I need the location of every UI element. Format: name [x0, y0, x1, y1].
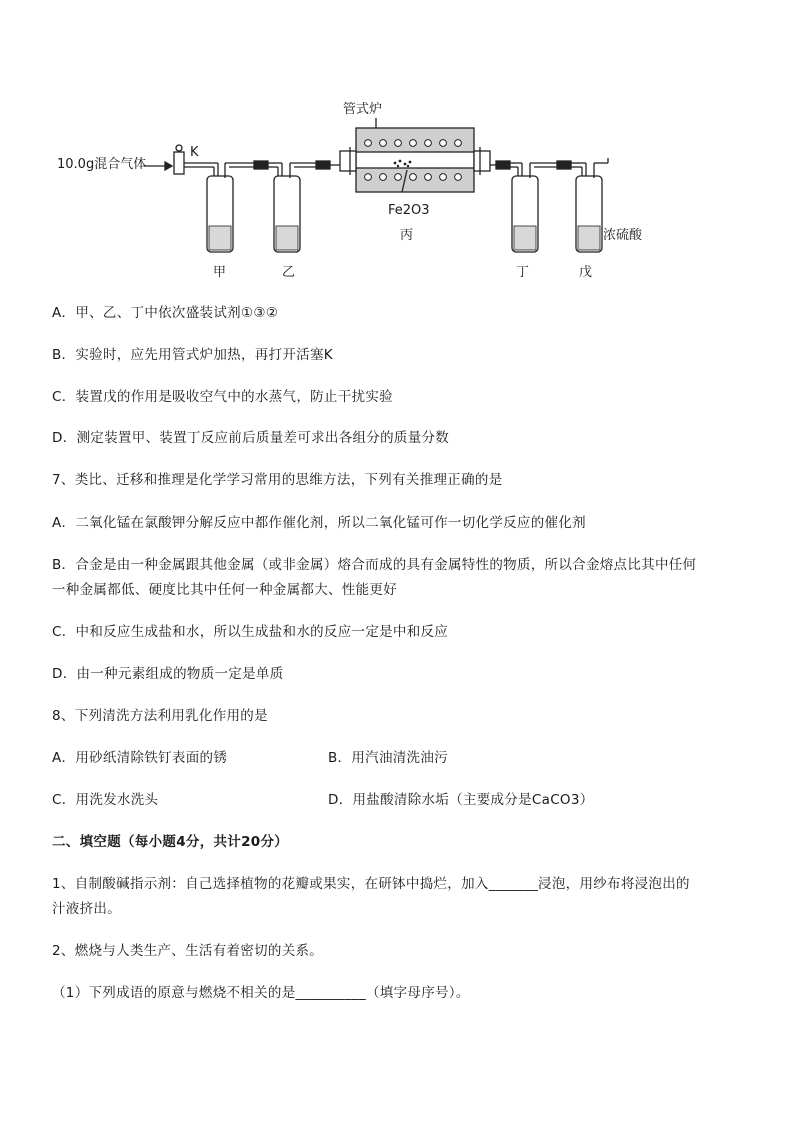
- valve-label: K: [190, 145, 199, 160]
- q7-option-a: A．二氧化锰在氯酸钾分解反应中都作催化剂，所以二氧化锰可作一切化学反应的催化剂: [52, 515, 586, 531]
- q8-option-d: D．用盐酸清除水垢（主要成分是CaCO3）: [328, 792, 594, 808]
- flask-label-ding: 丁: [516, 265, 530, 280]
- q6-option-d: D．测定装置甲、装置丁反应前后质量差可求出各组分的质量分数: [52, 430, 450, 446]
- center-label: 丙: [400, 228, 414, 243]
- apparatus-drawing: [0, 0, 794, 295]
- q6-option-a: A．甲、乙、丁中依次盛装试剂①③②: [52, 305, 279, 321]
- q6-option-c: C．装置戊的作用是吸收空气中的水蒸气，防止干扰实验: [52, 389, 393, 405]
- section-title: 二、填空题（每小题4分，共计20分）: [52, 834, 289, 850]
- q8-option-b: B．用汽油清洗油污: [328, 750, 448, 766]
- flask-label-wu: 戊: [579, 265, 593, 280]
- flask-label-yi: 乙: [282, 265, 296, 280]
- q7-option-d: D．由一种元素组成的物质一定是单质: [52, 666, 284, 682]
- flask-label-jia: 甲: [213, 265, 227, 280]
- q7-option-b: B．合金是由一种金属跟其他金属（或非金属）熔合而成的具有金属特性的物质，所以合金熔点比其中任何: [52, 557, 697, 573]
- fill-q1-cont: 汁液挤出。: [52, 901, 121, 917]
- furnace-label: 管式炉: [343, 102, 383, 117]
- fill-q2-sub1: （1）下列成语的原意与燃烧不相关的是__________（填字母序号）。: [52, 985, 470, 1001]
- q7-option-b-cont: 一种金属都低、硬度比其中任何一种金属都大、性能更好: [52, 582, 397, 598]
- q8-option-c: C．用洗发水洗头: [52, 792, 159, 808]
- q8-option-a: A．用砂纸清除铁钉表面的锈: [52, 750, 228, 766]
- fill-q1: 1、自制酸碱指示剂：自己选择植物的花瓣或果实，在研钵中捣烂，加入_______浸泡，用纱布将浸泡出的: [52, 876, 690, 892]
- q8-stem: 8、下列清洗方法利用乳化作用的是: [52, 708, 268, 724]
- reagent-label: Fe2O3: [388, 203, 430, 218]
- q7-stem: 7、类比、迁移和推理是化学学习常用的思维方法，下列有关推理正确的是: [52, 472, 503, 488]
- gas-inlet-label: 10.0g混合气体: [57, 157, 147, 172]
- acid-label: 浓硫酸: [603, 228, 643, 243]
- q7-option-c: C．中和反应生成盐和水，所以生成盐和水的反应一定是中和反应: [52, 624, 449, 640]
- q6-option-b: B．实验时，应先用管式炉加热，再打开活塞K: [52, 347, 333, 363]
- fill-q2: 2、燃烧与人类生产、生活有着密切的关系。: [52, 943, 324, 959]
- apparatus-diagram: [0, 0, 794, 295]
